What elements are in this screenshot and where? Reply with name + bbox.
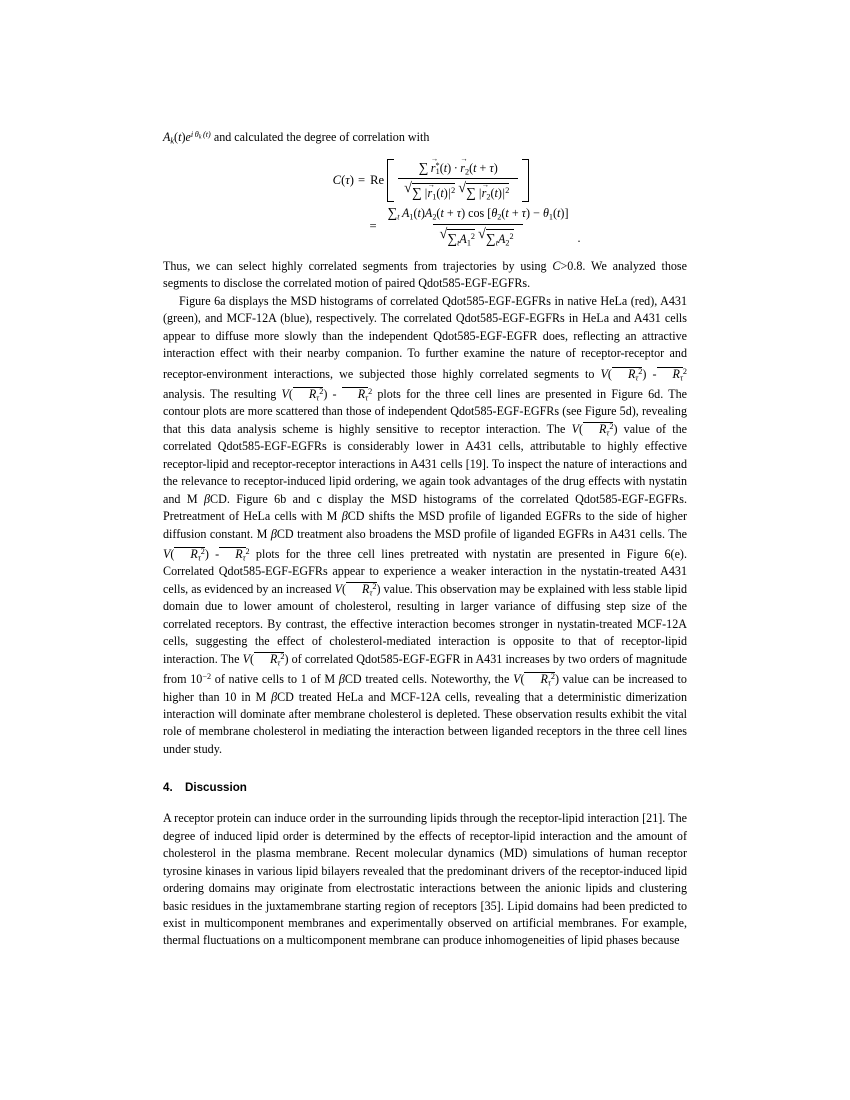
inline-math-beta: β — [203, 491, 211, 506]
para-text: >0.8. We analyzed those segments to disclose the correlated motion of paired Qdot585-EGF-EGFRs. — [163, 258, 687, 291]
para-text: of correlated Qdot585-EGF-EGFR in A431 increases by two orders of magnitude from 10 — [163, 651, 688, 687]
equation-fraction-2 — [382, 204, 575, 248]
equation-numerator-2: $\sum_t$ A1(t)A2(t + τ) cos [θ2(t + τ) − θ1(t)] — [387, 205, 569, 222]
bracket-left — [387, 159, 394, 203]
equation-denominator-2: √ $\sum_tA1^2$ √ $\sum_tA2^2$ — [433, 224, 522, 248]
equation-period: . — [577, 230, 581, 245]
equation-lhs: C(τ) — [332, 172, 354, 187]
para-text: CD. Figure 6b and c display the MSD histograms of the correlated Qdot585-EGF-EGFRs. Pretreatment of HeLa cells with M — [163, 491, 687, 524]
para-text: - — [327, 386, 342, 401]
para-text: CD treated HeLa and MCF-12A cells, revealing that a deterministic dimerization interaction will dominate after membrane cholesterol is depleted. These observation results exhibit the vital role of membrane cholesterol in mediating the interaction between liganded receptors in the three cell lines under study. — [163, 689, 687, 756]
section-title: Discussion — [185, 781, 247, 795]
para-text: value can be increased to higher than 10 in M — [163, 672, 687, 704]
page-content — [163, 126, 687, 950]
equals-sign-2: = — [369, 218, 377, 233]
exponent-minus-two: −2 — [202, 672, 212, 682]
para-text: Figure 6a displays the MSD histograms of correlated Qdot585-EGF-EGFRs in native HeLa (red), A431 (green), and MCF-12A (blue), respectively. The correlated Qdot585-EGF-EGFRs in HeLa and A431 cells appear to diffuse more slowly than the independent Qdot585-EGF-EGFR does, reflecting an attractive interaction effect with their nearby companion. To further examine the nature of receptor-receptor and receptor-environment interactions, we subjected those highly correlated segments to — [163, 293, 687, 381]
inline-math-beta: β — [338, 672, 345, 687]
paragraph-thus — [163, 258, 687, 293]
paragraph-figure6 — [163, 293, 687, 759]
para-text: - — [646, 366, 657, 381]
inline-math-amplitude-phase: $A_k(t)e^{i \theta k (t)}$ — [163, 129, 211, 146]
para-text: of native cells to 1 of M — [211, 672, 339, 687]
inline-math-Rtau-sq: $R_\tau^2$ — [219, 547, 249, 561]
inline-math-variance-Rtau: V( $R_\tau^2$) — [281, 386, 328, 403]
para-text: - — [208, 546, 220, 561]
para-text: CD treated cells. Noteworthy, the — [344, 672, 514, 687]
equation-line-2 — [213, 204, 737, 248]
inline-math-variance-Rtau: V( $R_\tau^2$) — [334, 581, 381, 598]
equals-sign-1: = — [357, 172, 366, 187]
inline-math-Rtau-sq: $R_\tau^2$ — [657, 367, 687, 381]
inline-math-beta: β — [341, 509, 348, 524]
lead-line-text: and calculated the degree of correlation with — [210, 129, 430, 144]
lead-line — [163, 126, 687, 150]
display-equation-correlation — [163, 159, 687, 248]
section-number: 4. — [163, 781, 173, 795]
para-text: value. This observation may be explained with less stable lipid domain due to lower amount of cholesterol, resulting in larger variance of diffusing step size of the correlated receptors. By contrast, the effective interaction becomes stronger in nystatin-treated MCF-12A cells, suggesting the effect of cholesterol-mediated interaction is opposite to that of receptor-lipid interaction. The — [163, 581, 687, 666]
para-text: analysis. The resulting — [163, 386, 282, 401]
paragraph-discussion: A receptor protein can induce order in the surrounding lipids through the receptor-lipid interaction [21]. The degree of induced lipid order is determined by the effects of receptor-lipid interaction and the amount of cholesterol in the plasma membrane. Recent molecular dynamics (MD) simulations of human receptor tyrosine kinases in various lipid bilayers revealed that the predominant drivers of the receptor-induced lipid ordering domains may originate from electrostatic interactions between the anionic lipids and clustering basic residues in the juxtamembrane starting region of receptors [35]. Lipid domains had been predicted to exist in multicomponent membranes and experimentally observed on artificial membranes. For example, thermal fluctuations on a multicomponent membrane can produce inhomogeneities of lipid phases because — [163, 811, 687, 948]
re-operator: Re — [370, 172, 385, 187]
section-heading — [163, 781, 687, 794]
para-text: CD shifts the MSD profile of liganded EGFRs to the side of higher diffusion constant. M — [163, 509, 688, 541]
inline-math-C: C — [552, 258, 561, 273]
equation-fraction-1 — [398, 159, 518, 203]
inline-math-Rtau-sq: $R_\tau^2$ — [342, 387, 372, 401]
equation-numerator-1: ∑ → r*1(t) · → r2(t + τ) — [413, 159, 504, 178]
equation-line-1 — [169, 159, 693, 203]
para-text: plots for the three cell lines are presented in Figure 6d. The contour plots are more scattered than those of independent Qdot585-EGF-EGFRs (see Figure 5d), revealing that this data analysis scheme is highly sensitive to receptor interaction. The — [163, 386, 687, 436]
bracket-right — [522, 159, 529, 203]
inline-math-beta: β — [270, 526, 277, 541]
inline-math-variance-Rtau: V( $R_\tau^2$) — [600, 366, 647, 382]
inline-math-variance-Rtau: V( $R_\tau^2$) — [242, 651, 289, 667]
inline-math-variance-Rtau: V( $R_\tau^2$) — [513, 672, 559, 688]
para-text: CD treatment also broadens the MSD profile of liganded EGFRs in A431 cells. The — [276, 526, 687, 541]
inline-math-variance-Rtau: V( $R_\tau^2$) — [163, 546, 209, 563]
equation-denominator-1: √ ∑ |→ $r1(t)|^2$ √ ∑ |→ $r2(t)|^2$ — [398, 178, 518, 202]
inline-math-beta: β — [271, 689, 278, 704]
para-text: Thus, we can select highly correlated segments from trajectories by using — [163, 258, 553, 273]
para-text: plots for the three cell lines pretreated with nystatin are presented in Figure 6(e). Correlated Qdot585-EGF-EGFRs appear to experience a weaker interaction in the nystatin-treated A431 cells, as evidenced by an increased — [163, 546, 687, 596]
inline-math-variance-Rtau: V( $R_\tau^2$) — [571, 421, 618, 438]
para-text: value of the correlated Qdot585-EGF-EGFRs is considerably lower in A431 cells, attributable to highly effective receptor-lipid and receptor-receptor interactions in A431 cells [19]. To inspect the nature of interactions and the relevance to receptor-induced lipid ordering, we again took advantages of the drug effects with nystatin and M — [163, 421, 688, 506]
